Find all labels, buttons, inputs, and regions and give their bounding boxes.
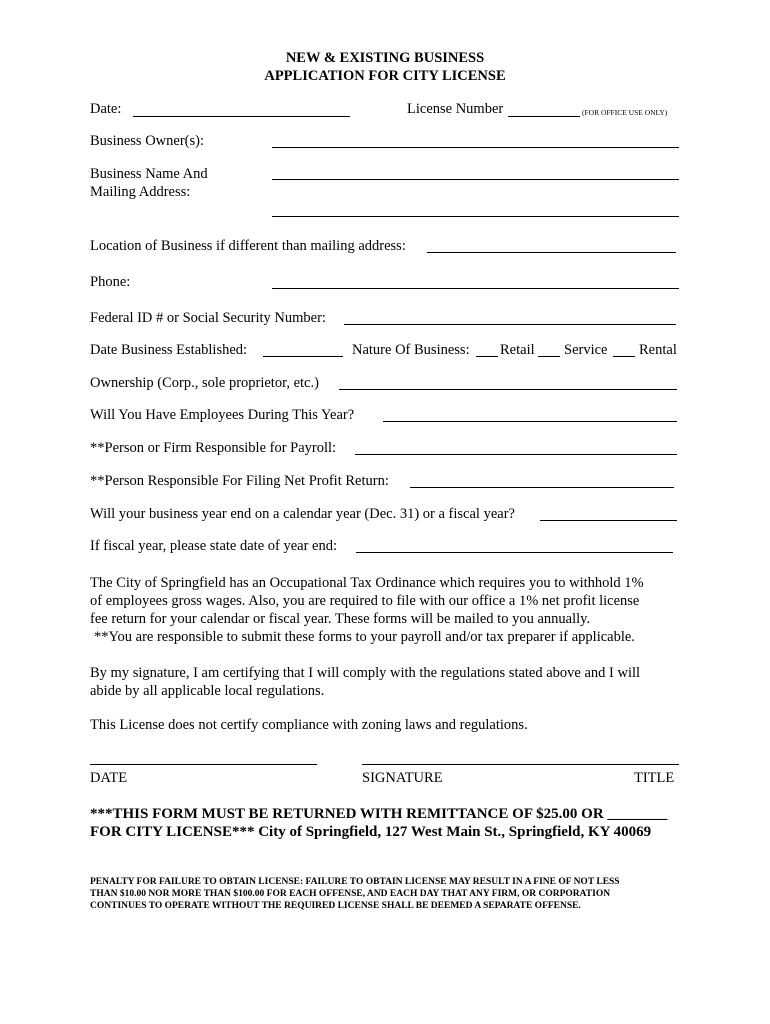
- federal-id-field[interactable]: [344, 324, 676, 325]
- signature-title-line[interactable]: [362, 764, 679, 765]
- certification-line-1: By my signature, I am certifying that I will comply with the regulations stated above and I will: [90, 665, 641, 681]
- service-label: Service: [564, 342, 608, 358]
- mailing-address-field[interactable]: [272, 216, 679, 217]
- zoning-notice: This License does not certify compliance with zoning laws and regulations.: [90, 717, 528, 733]
- signature-label: SIGNATURE: [362, 770, 443, 786]
- signature-date-label: DATE: [90, 770, 128, 786]
- rental-checkbox[interactable]: [613, 356, 635, 357]
- tax-paragraph-line-3: fee return for your calendar or fiscal year. These forms will be mailed to you annually.: [90, 611, 591, 627]
- business-name-field[interactable]: [272, 179, 679, 180]
- retail-checkbox[interactable]: [476, 356, 498, 357]
- form-title-line-1: NEW & EXISTING BUSINESS: [285, 50, 485, 66]
- employees-label: Will You Have Employees During This Year?: [90, 407, 355, 423]
- date-signature-line[interactable]: [90, 764, 317, 765]
- retail-label: Retail: [500, 342, 535, 358]
- date-field[interactable]: [133, 116, 350, 117]
- form-title-line-2: APPLICATION FOR CITY LICENSE: [264, 68, 506, 84]
- location-label: Location of Business if different than mailing address:: [90, 238, 406, 254]
- fiscal-date-field[interactable]: [356, 552, 673, 553]
- remittance-line-1: ***THIS FORM MUST BE RETURNED WITH REMITTANCE OF $25.00 OR ________: [90, 806, 668, 822]
- date-label: Date:: [90, 101, 122, 117]
- federal-id-label: Federal ID # or Social Security Number:: [90, 310, 326, 326]
- office-use-note: (FOR OFFICE USE ONLY): [582, 108, 668, 117]
- date-established-label: Date Business Established:: [90, 342, 248, 358]
- date-established-field[interactable]: [263, 356, 343, 357]
- service-checkbox[interactable]: [538, 356, 560, 357]
- license-number-field[interactable]: [508, 116, 580, 117]
- remittance-line-2: FOR CITY LICENSE*** City of Springfield, 127 West Main St., Springfield, KY 40069: [90, 824, 652, 840]
- location-field[interactable]: [427, 252, 676, 253]
- penalty-line-1: PENALTY FOR FAILURE TO OBTAIN LICENSE: FAILURE TO OBTAIN LICENSE MAY RESULT IN A FINE OF NOT LESS: [90, 877, 620, 887]
- tax-paragraph-line-1: The City of Springfield has an Occupational Tax Ordinance which requires you to withhold 1%: [90, 575, 644, 591]
- year-end-field[interactable]: [540, 520, 677, 521]
- ownership-field[interactable]: [339, 389, 677, 390]
- employees-field[interactable]: [383, 421, 677, 422]
- rental-label: Rental: [639, 342, 677, 358]
- penalty-line-2: THAN $10.00 NOR MORE THAN $100.00 FOR EACH OFFENSE, AND EACH DAY THAT ANY FIRM, OR CORPORATION: [90, 889, 611, 899]
- penalty-line-3: CONTINUES TO OPERATE WITHOUT THE REQUIRED LICENSE SHALL BE DEEMED A SEPARATE OFFENSE.: [90, 901, 581, 911]
- business-owners-field[interactable]: [272, 147, 679, 148]
- nature-of-business-label: Nature Of Business:: [352, 342, 470, 358]
- fiscal-date-label: If fiscal year, please state date of year end:: [90, 538, 337, 554]
- payroll-label: **Person or Firm Responsible for Payroll:: [90, 440, 337, 456]
- year-end-label: Will your business year end on a calendar year (Dec. 31) or a fiscal year?: [90, 506, 515, 522]
- net-profit-label: **Person Responsible For Filing Net Profit Return:: [90, 473, 389, 489]
- payroll-field[interactable]: [355, 454, 677, 455]
- business-name-label-line-1: Business Name And: [90, 166, 208, 182]
- certification-line-2: abide by all applicable local regulations.: [90, 683, 325, 699]
- license-number-label: License Number: [407, 101, 504, 117]
- title-label: TITLE: [634, 770, 675, 786]
- tax-paragraph-line-2: of employees gross wages. Also, you are required to file with our office a 1% net profit license: [90, 593, 640, 609]
- ownership-label: Ownership (Corp., sole proprietor, etc.): [90, 375, 319, 391]
- net-profit-field[interactable]: [410, 487, 674, 488]
- tax-paragraph-line-4: **You are responsible to submit these forms to your payroll and/or tax preparer if applicable.: [94, 629, 635, 645]
- phone-label: Phone:: [90, 274, 131, 290]
- phone-field[interactable]: [272, 288, 679, 289]
- business-name-label-line-2: Mailing Address:: [90, 184, 191, 200]
- business-owners-label: Business Owner(s):: [90, 133, 204, 149]
